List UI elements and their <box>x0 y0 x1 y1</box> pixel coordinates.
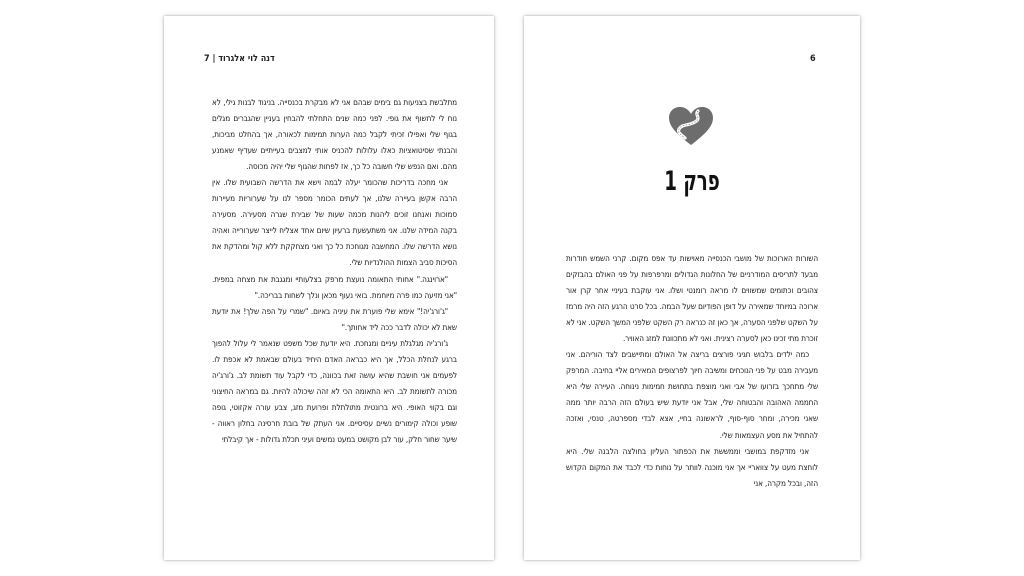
paragraph: "ג'ורג'יה!" אימא שלי פוערת את עיניה באיום. "שמרי על הפה שלך! את יודעת שאת לא יכולה לדבר ככה ליד אחותך." <box>212 305 457 332</box>
running-head: דנה לוי אלגרוד | 7 <box>204 54 275 64</box>
left-page-header <box>204 54 454 68</box>
page-number: 6 <box>810 54 816 64</box>
paragraph: אני מחכה בדריכות שהכומר יעלה לבמה וישא את הדרשה השבועית שלו. אין הרבה אקשן בעיירה שלנו, אך לעתים הכומר מספר לנו על שערוריות מעיירות סמוכות ואנחנו זוכים ליהנות מכמה שעות של שבירת שגרה מסעירה. מסעירה בקנה המידה שלנו. אני משתעשעת ברעיון שיום אחד אצליח לייצר שערורייה ואהיה נושא הדרשה שלו. המחשבה מגוחכת כל כך ואני מצחקקת ללא קול ומהדקת את הסיכות סביב הצמות ההולנדיות שלי. <box>212 177 457 268</box>
paragraph: מתלבשת בצניעות גם בימים שבהם אני לא מבקרת בכנסייה. בניגוד לבנות גילי, לא נוח לי לחשוף את גופי. לפני כמה שנים התחלתי להבחין בעניין שהגברים מגלים בגוף שלי ואפילו זכיתי לקבל כמה הערות תמימות לכאורה, אך בהחלט מביכות, והבנתי שסיטואציות כאלו עלולות להכניס אותי למצבים בעייתיים שעדיף שאמנע מהם. ואם הנפש שלי חשובה כל כך, אז לפחות שהגוף שלי יהיה מכוסה. <box>212 97 457 172</box>
paragraph: אני מזדקפת במושבי וממששת את הכפתור העליון בחולצה הלבנה שלי. היא לוחצת מעט על צוואריי אך אני מוכנה לוותר על נוחות כדי לכבד את המקום הקדוש הזה, ובכל מקרה, אני <box>566 445 818 488</box>
left-page <box>164 16 494 560</box>
right-page <box>524 16 860 560</box>
heart-road-icon <box>668 107 714 147</box>
paragraph: ג'ורג'יה מגלגלת עיניים ומגחכת. היא יודעת שכל משפט שנאמר לי עלול להפוך ברגע לנחלת הכלל, אך היא כבראה האדם היחיד בעולם שבאמת לא אכפת לו. לפעמים אני חושבת שהיא עושה זאת בכוונה, כדי לקבל עוד תשומת לב. ג'ורג'יה מכורה לתשומת לב. היא התאומה הכי לא זהה שיכולה להיות. גם במראה החיצוני וגם בקווי האופי. היא ברונטית מתולתלת ופרועת מזג, צבע עורה אקזוטי, גופה שופע וכולה קימורים נשיים עסיסיים. אני העתק של בובת חרסינה בחלון ראווה - שיער שחור חלק, עור לבן מקושט במעט נמשים ועיני תכלת גדולות - אך קיבלתי <box>212 337 457 444</box>
paragraph: "ארוינגה." אחותי התאומה נועצת מרפק בצלעותיי ומגגבת את מצחה במפית. "אני מזיעה כמו פרה מיוחמת. בואי נעוף מכאן ונלך לשחות בבריכה." <box>212 273 457 300</box>
paragraph: השורות הארוכות של מושבי הכנסייה מאוישות עד אפס מקום. קרני השמש חודרות מבעד לתריסים המודרניים של החלונות הגדולים ומרפרפות על פני האולם בהבזקים צהובים וכתומים שמשווים לו מראה רומנטי ושלו. אני עוקבת בעיניי אחר קרן אור ארוכה במיוחד שמאירה על דופן הפודיום שעל הבמה. בכל סרט הרגע הזה היה מרמז על השקט שלפני הסערה, אך כאן זה כנראה רק השקט שלפני המשך השקט. אני לא זוכרת מתי זכינו כאן לסערה רצינית. ואני לא מתכוונת למזג האוויר. <box>566 253 818 344</box>
left-page-body <box>212 94 457 534</box>
right-page-body <box>566 250 818 540</box>
paragraph: כמה ילדים בלבוש חגיגי פורצים בריצה אל האולם ומתיישבים לצד הוריהם. אני מעבירה מבט על פני הנוכחים ומשיבה חיוך לפרצופים המאירים אליי בחיבה. המרפק שלי מתחכך בזרועו של אבי ואני מוצפת בתחושת חמימות נינוחה. העיירה שלי היא החממה האהובה והבטוחה שלי, אבל אני יודעת שיש בעולם הזה הרבה יותר ממה שאני מכירה, ומחר סוף-סוף, לראשונה בחיי, אצא לבדי מספרטה, טנסי, ואזכה להתחיל את מסע העצמאות שלי. <box>566 349 818 440</box>
chapter-title: פרק 1 <box>664 166 720 197</box>
right-page-header <box>564 54 820 68</box>
